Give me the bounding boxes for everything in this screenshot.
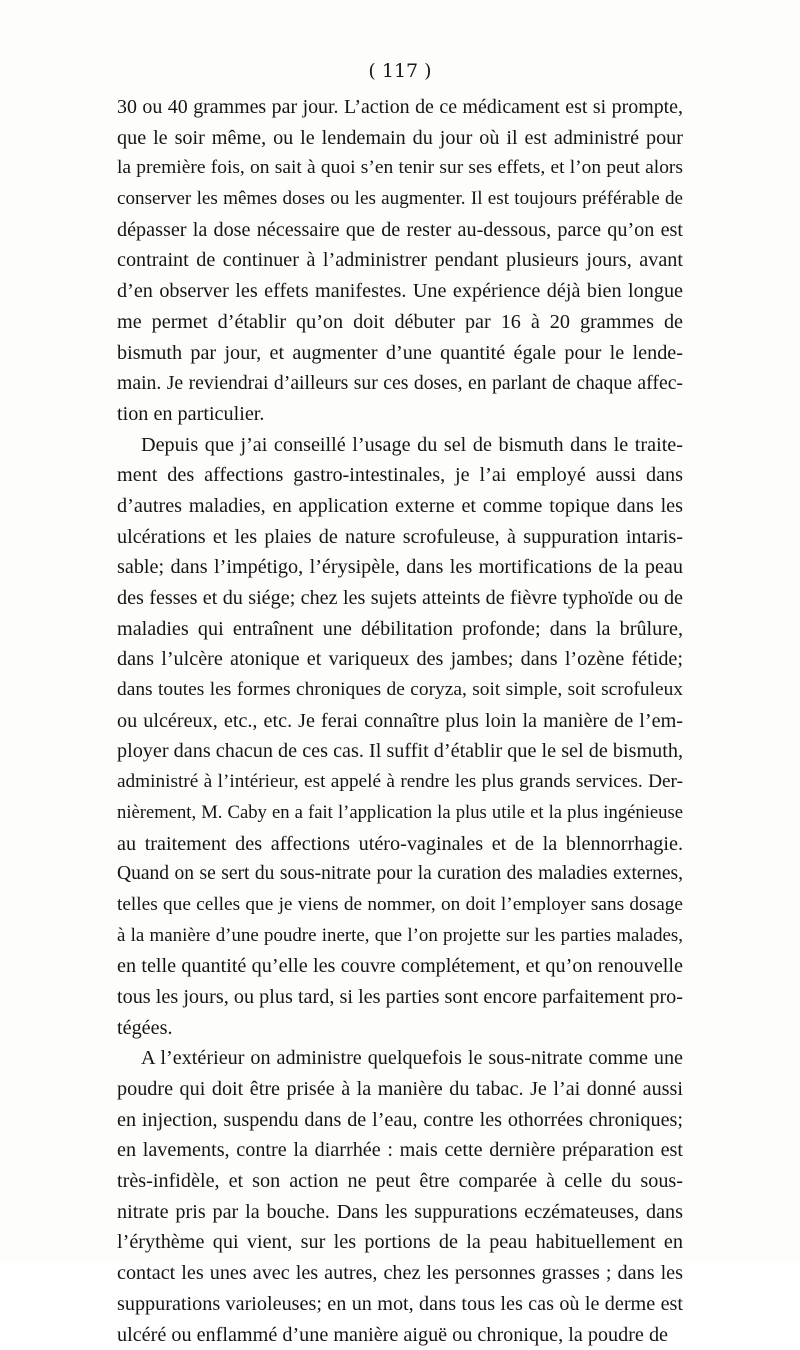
text-line: ment des affections gastro-intestinales, je l’ai employé aussi dans [117,460,683,491]
text-line: ulcéré ou enflammé d’une manière aiguë ou chronique, la poudre de [117,1320,683,1350]
text-line: contraint de continuer à l’administrer pendant plusieurs jours, avant [117,245,683,276]
text-line: maladies qui entraînent une débilitation profonde; dans la brûlure, [117,614,683,645]
text-line: ou ulcéreux, etc., etc. Je ferai connaître plus loin la manière de l’em- [117,706,683,737]
text-line: main. Je reviendrai d’ailleurs sur ces doses, en parlant de chaque affec- [117,368,683,399]
paragraph [117,430,683,1044]
text-line: tion en particulier. [117,399,683,430]
text-line: dans l’ulcère atonique et variqueux des jambes; dans l’ozène fétide; [117,644,683,675]
text-line: dans toutes les formes chroniques de coryza, soit simple, soit scrofuleux [117,675,683,706]
text-line: dépasser la dose nécessaire que de rester au-dessous, parce qu’on est [117,215,683,246]
text-line: des fesses et du siége; chez les sujets atteints de fièvre typhoïde ou de [117,583,683,614]
text-line: administré à l’intérieur, est appelé à rendre les plus grands services. Der- [117,767,683,798]
text-line: sable; dans l’impétigo, l’érysipèle, dans les mortifications de la peau [117,552,683,583]
text-line: tous les jours, ou plus tard, si les parties sont encore parfaitement pro- [117,982,683,1013]
text-line: en injection, suspendu dans de l’eau, contre les othorrées chroniques; [117,1105,683,1136]
text-line: ployer dans chacun de ces cas. Il suffit d’établir que le sel de bismuth, [117,736,683,767]
page-number: ( 117 ) [0,60,800,82]
text-line: que le soir même, ou le lendemain du jour où il est administré pour [117,123,683,154]
text-line: conserver les mêmes doses ou les augmenter. Il est toujours préférable de [117,184,683,215]
text-line: tégées. [117,1013,683,1044]
text-line: d’en observer les effets manifestes. Une expérience déjà bien longue [117,276,683,307]
text-line: telles que celles que je viens de nommer, on doit l’employer sans dosage [117,890,683,921]
body-text [117,92,683,1350]
text-line: d’autres maladies, en application externe et comme topique dans les [117,491,683,522]
text-line: me permet d’établir qu’on doit débuter par 16 à 20 grammes de [117,307,683,338]
paragraph [117,92,683,430]
paragraph [117,1043,683,1350]
text-line: au traitement des affections utéro-vaginales et de la blennorrhagie. [117,829,683,860]
text-line: nièrement, M. Caby en a fait l’application la plus utile et la plus ingénieuse [117,798,683,829]
text-line: bismuth par jour, et augmenter d’une quantité égale pour le lende- [117,338,683,369]
text-line: à la manière d’une poudre inerte, que l’on projette sur les parties malades, [117,921,683,952]
text-line: l’érythème qui vient, sur les portions de la peau habituellement en [117,1227,683,1258]
text-line: Depuis que j’ai conseillé l’usage du sel de bismuth dans le traite- [117,430,683,461]
text-line: la première fois, on sait à quoi s’en tenir sur ses effets, et l’on peut alors [117,153,683,184]
text-line: contact les unes avec les autres, chez les personnes grasses ; dans les [117,1258,683,1289]
text-line: Quand on se sert du sous-nitrate pour la curation des maladies externes, [117,859,683,890]
text-line: poudre qui doit être prisée à la manière du tabac. Je l’ai donné aussi [117,1074,683,1105]
text-line: en lavements, contre la diarrhée : mais cette dernière préparation est [117,1135,683,1166]
text-line: ulcérations et les plaies de nature scrofuleuse, à suppuration intaris- [117,522,683,553]
text-line: très-infidèle, et son action ne peut être comparée à celle du sous- [117,1166,683,1197]
text-line: 30 ou 40 grammes par jour. L’action de ce médicament est si prompte, [117,92,683,123]
text-line: A l’extérieur on administre quelquefois le sous-nitrate comme une [117,1043,683,1074]
text-line: en telle quantité qu’elle les couvre complétement, et qu’on renouvelle [117,951,683,982]
text-line: suppurations varioleuses; en un mot, dans tous les cas où le derme est [117,1289,683,1320]
text-line: nitrate pris par la bouche. Dans les suppurations eczémateuses, dans [117,1197,683,1228]
